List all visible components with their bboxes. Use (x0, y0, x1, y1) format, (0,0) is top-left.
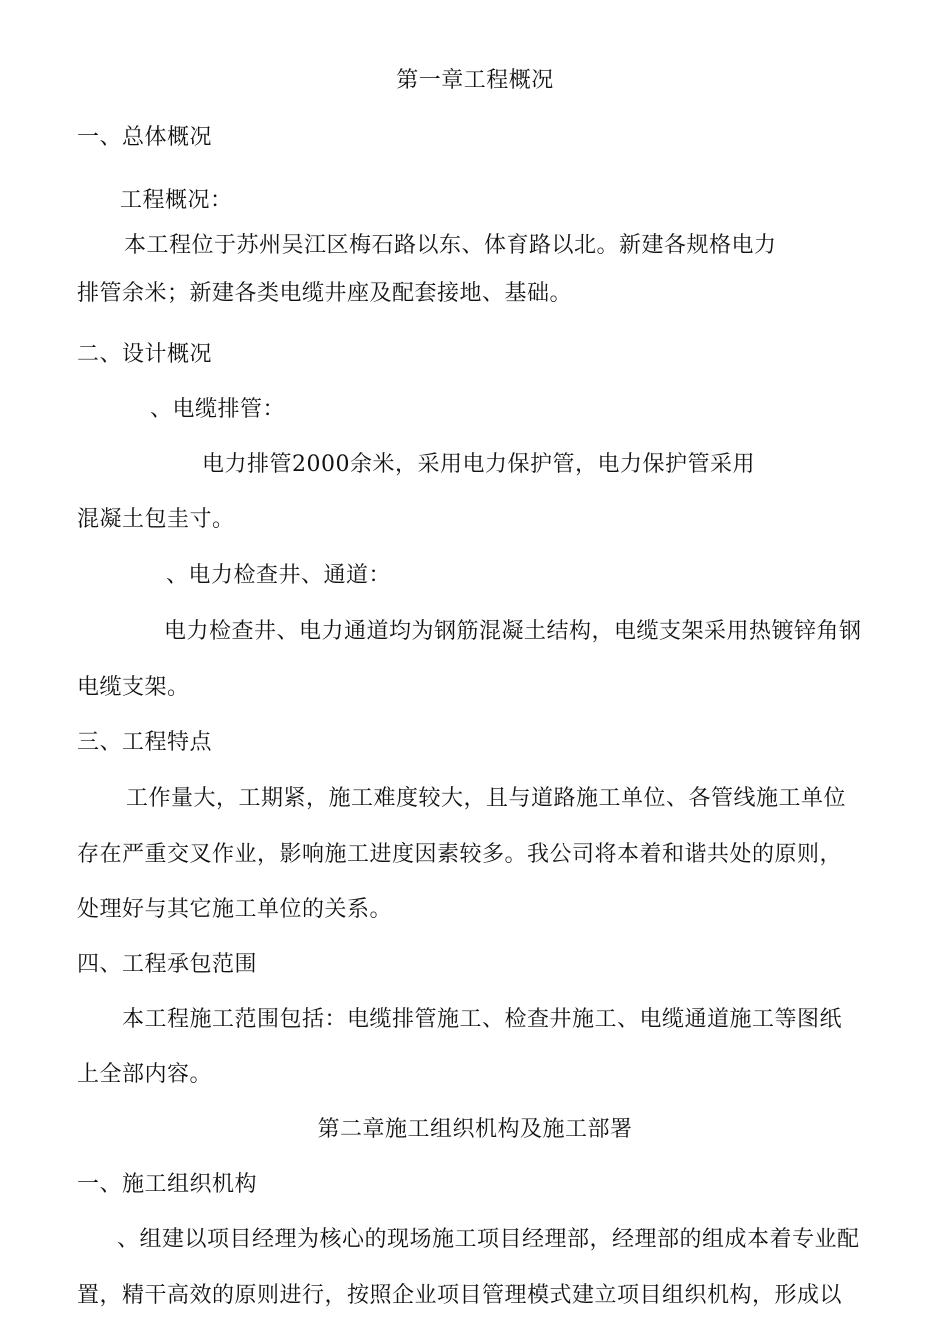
chapter2-section1-heading: 一、施工组织机构 (77, 1172, 258, 1197)
section1-heading: 一、总体概况 (77, 125, 213, 150)
chapter1-title: 第一章工程概况 (396, 68, 554, 93)
section2-item2-line1: 电力检查井、电力通道均为钢筋混凝土结构，电缆支架采用热镀锌角钢 (164, 619, 862, 644)
chapter2-title: 第二章施工组织机构及施工部署 (317, 1117, 633, 1142)
chapter2-section1-line1: 、组建以项目经理为核心的现场施工项目经理部，经理部的组成本着专业配 (117, 1227, 860, 1252)
section2-item1-heading: 、电缆排管： (150, 397, 286, 422)
section2-heading: 二、设计概况 (77, 342, 213, 367)
section3-line2: 存在严重交叉作业，影响施工进度因素较多。我公司将本着和谐共处的原则， (77, 842, 843, 867)
section1-paragraph-line1: 本工程位于苏州吴江区梅石路以东、体育路以北。新建各规格电力 (124, 233, 777, 258)
section4-line1: 本工程施工范围包括：电缆排管施工、检查井施工、电缆通道施工等图纸 (122, 1007, 843, 1032)
section2-item1-line2: 混凝土包圭寸。 (77, 507, 235, 532)
chapter2-section1-line2: 置，精干高效的原则进行，按照企业项目管理模式建立项目组织机构，形成以 (77, 1283, 843, 1308)
section4-line2: 上全部内容。 (77, 1062, 213, 1087)
section3-line3: 处理好与其它施工单位的关系。 (77, 897, 393, 922)
section3-heading: 三、工程特点 (77, 730, 213, 755)
section2-item2-line2: 电缆支架。 (77, 675, 190, 700)
section2-item2-heading: 、电力检查井、通道： (166, 563, 392, 588)
section1-subheading: 工程概况： (120, 188, 233, 213)
section3-line1: 工作量大，工期紧，施工难度较大，且与道路施工单位、各管线施工单位 (126, 786, 847, 811)
section1-paragraph-line2: 排管余米；新建各类电缆井座及配套接地、基础。 (77, 281, 573, 306)
section4-heading: 四、工程承包范围 (77, 952, 258, 977)
section2-item1-line1: 电力排管2000余米，采用电力保护管，电力保护管采用 (202, 452, 755, 477)
